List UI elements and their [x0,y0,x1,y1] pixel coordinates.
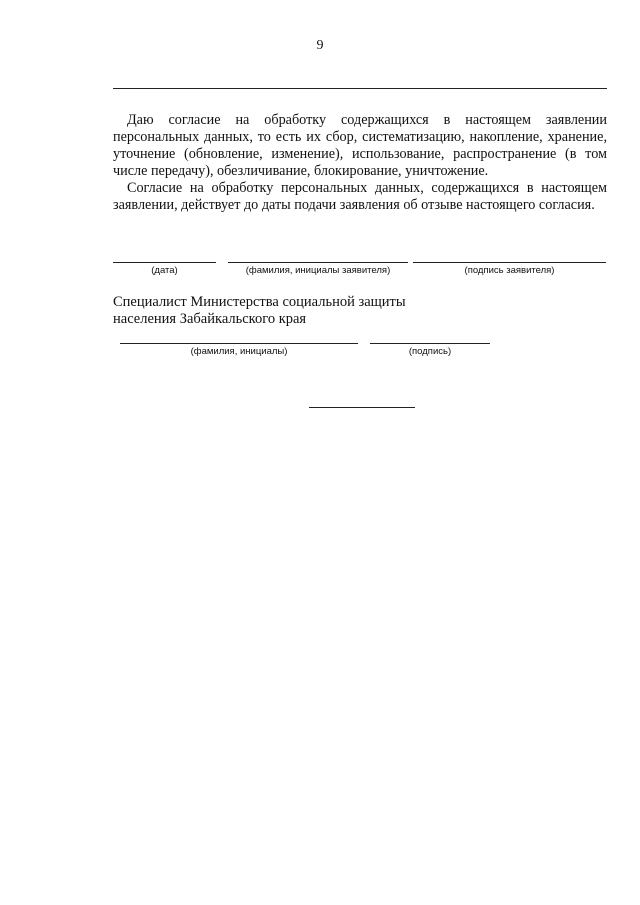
specialist-signature-caption: (подпись) [408,346,452,357]
specialist-name-caption: (фамилия, инициалы) [190,346,288,357]
header-rule [113,88,607,89]
applicant-signature-caption: (подпись заявителя) [464,265,555,276]
specialist-title-line2: населения Забайкальского края [113,311,307,327]
specialist-title [113,294,513,328]
specialist-title-line1: Специалист Министерства социальной защиты [113,294,406,310]
date-caption: (дата) [151,265,178,276]
specialist-name-line [120,343,358,344]
applicant-name-line [228,262,408,263]
applicant-name-caption: (фамилия, инициалы заявителя) [245,265,391,276]
end-rule [309,407,415,408]
date-line [113,262,216,263]
applicant-signature-line [413,262,606,263]
specialist-signature-line [370,343,490,344]
page-number: 9 [316,38,324,53]
consent-validity-paragraph: Согласие на обработку персональных данных, содержащихся в настоящем заявлении, действует до даты подачи заявления об отзыве настоящего согласия. [113,180,607,213]
consent-paragraph: Даю согласие на обработку содержащихся в настоящем заявлении персональных данных, то есть их сбор, систематизацию, накопление, хранение, уточнение (обновление, изменение), использование, распространение (в том числе передачу), обезличивание, блокирование, уничтожение. [113,112,607,179]
